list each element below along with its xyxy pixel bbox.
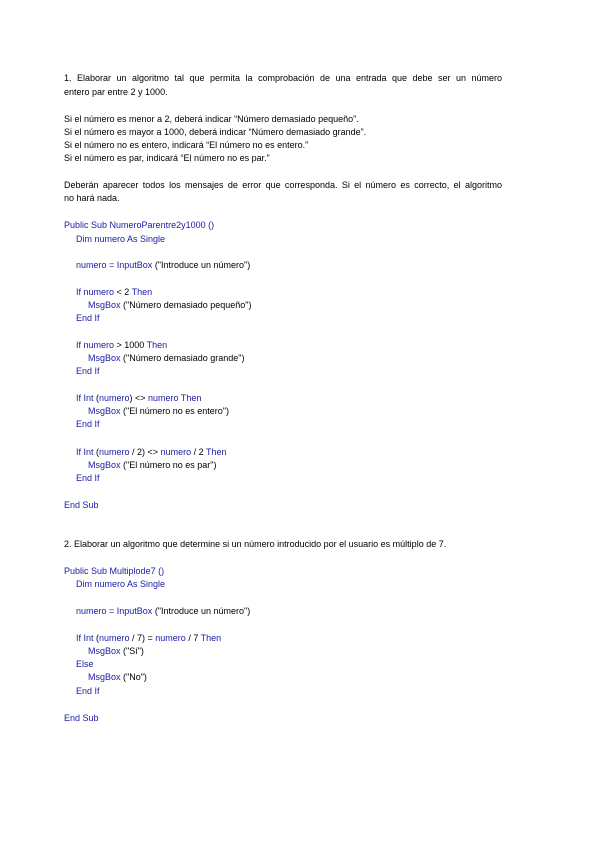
rule-3: Si el número no es entero, indicará “El número no es entero.”	[64, 140, 309, 150]
then-keyword: Then	[200, 633, 222, 643]
code1-if4	[76, 446, 226, 458]
var: numero	[99, 633, 130, 643]
dim-statement: Dim numero As Single	[76, 579, 166, 589]
code1-msg4	[88, 459, 216, 471]
exercise1-intro-line1: 1. Elaborar un algoritmo tal que permita la comprobación de una entrada que debe ser un número	[64, 73, 502, 83]
op: / 7	[185, 633, 201, 643]
paren: (	[93, 393, 100, 403]
op: / 7) =	[129, 633, 156, 643]
assign-arg: ("Introduce un número")	[152, 260, 251, 270]
rule-4: Si el número es par, indicará “El número no es par.”	[64, 153, 270, 163]
code2-msg-no	[88, 671, 147, 683]
assign-var: numero = InputBox	[76, 260, 153, 270]
code1-endif2	[76, 365, 100, 377]
if-keyword: If numero	[76, 340, 115, 350]
msgbox-arg: ("El número no es par")	[120, 460, 217, 470]
op: / 2	[191, 447, 206, 457]
sub-name: Multiplode7 ()	[109, 566, 165, 576]
code2-endif	[76, 685, 100, 697]
then-keyword: Then	[131, 287, 153, 297]
then-keyword: Then	[205, 447, 227, 457]
rule-1: Si el número es menor a 2, deberá indicar “Número demasiado pequeño”.	[64, 114, 359, 124]
msgbox-arg: ("No")	[120, 672, 147, 682]
exercise1-intro-line2: entero par entre 2 y 1000.	[64, 87, 168, 97]
dim-statement: Dim numero As Single	[76, 234, 166, 244]
code1-assign	[76, 259, 250, 271]
then-keyword: Then	[146, 340, 168, 350]
code1-msg3	[88, 405, 229, 417]
code1-if3	[76, 392, 201, 404]
keyword: Public Sub	[64, 220, 108, 230]
endif-keyword: End If	[76, 313, 100, 323]
code2-sub-header	[64, 565, 164, 577]
code1-end-sub	[64, 499, 99, 511]
code1-endif3	[76, 418, 100, 430]
exercise1-note-line2: no hará nada.	[64, 193, 120, 203]
rule-2: Si el número es mayor a 1000, deberá indicar “Número demasiado grande”.	[64, 127, 367, 137]
else-keyword: Else	[76, 659, 94, 669]
code2-else	[76, 658, 94, 670]
msgbox-fn: MsgBox	[88, 406, 121, 416]
code1-msg1	[88, 299, 251, 311]
if-keyword: If Int	[76, 633, 94, 643]
end-sub-keyword: End Sub	[64, 500, 99, 510]
endif-keyword: End If	[76, 686, 100, 696]
msgbox-arg: ("El número no es entero")	[120, 406, 229, 416]
code2-end-sub	[64, 712, 99, 724]
exercise1-note-line1: Deberán aparecer todos los mensajes de error que corresponda. Si el número es correcto, el algoritmo	[64, 180, 502, 190]
var: numero	[99, 393, 130, 403]
msgbox-fn: MsgBox	[88, 460, 121, 470]
code2-dim	[76, 578, 165, 590]
keyword: Public Sub	[64, 566, 108, 576]
if-cond: > 1000	[114, 340, 147, 350]
var-then: numero Then	[148, 393, 202, 403]
msgbox-arg: ("Sí")	[120, 646, 144, 656]
code1-endif1	[76, 312, 100, 324]
sub-name: NumeroParentre2y1000 ()	[109, 220, 215, 230]
if-keyword: If Int	[76, 393, 94, 403]
endif-keyword: End If	[76, 419, 100, 429]
if-keyword: If Int	[76, 447, 94, 457]
var: numero	[99, 447, 130, 457]
msgbox-arg: ("Número demasiado grande")	[120, 353, 245, 363]
code1-if1	[76, 286, 152, 298]
exercise2-intro: 2. Elaborar un algoritmo que determine si un número introducido por el usuario es múltiplo de 7.	[64, 539, 447, 549]
code1-dim	[76, 233, 165, 245]
code1-sub-header	[64, 219, 214, 231]
code1-if2	[76, 339, 167, 351]
if-keyword: If numero	[76, 287, 115, 297]
code1-endif4	[76, 472, 100, 484]
code1-msg2	[88, 352, 244, 364]
op: / 2) <>	[129, 447, 161, 457]
code2-assign	[76, 605, 250, 617]
end-sub-keyword: End Sub	[64, 713, 99, 723]
assign-arg: ("Introduce un número")	[152, 606, 251, 616]
code2-if	[76, 632, 221, 644]
msgbox-fn: MsgBox	[88, 646, 121, 656]
paren: (	[93, 633, 100, 643]
op: ) <>	[129, 393, 149, 403]
msgbox-fn: MsgBox	[88, 353, 121, 363]
msgbox-fn: MsgBox	[88, 300, 121, 310]
assign-var: numero = InputBox	[76, 606, 153, 616]
var: numero	[160, 447, 192, 457]
var: numero	[155, 633, 186, 643]
msgbox-fn: MsgBox	[88, 672, 121, 682]
code2-msg-si	[88, 645, 144, 657]
endif-keyword: End If	[76, 473, 100, 483]
endif-keyword: End If	[76, 366, 100, 376]
if-cond: < 2	[114, 287, 132, 297]
paren: (	[93, 447, 100, 457]
msgbox-arg: ("Número demasiado pequeño")	[120, 300, 252, 310]
